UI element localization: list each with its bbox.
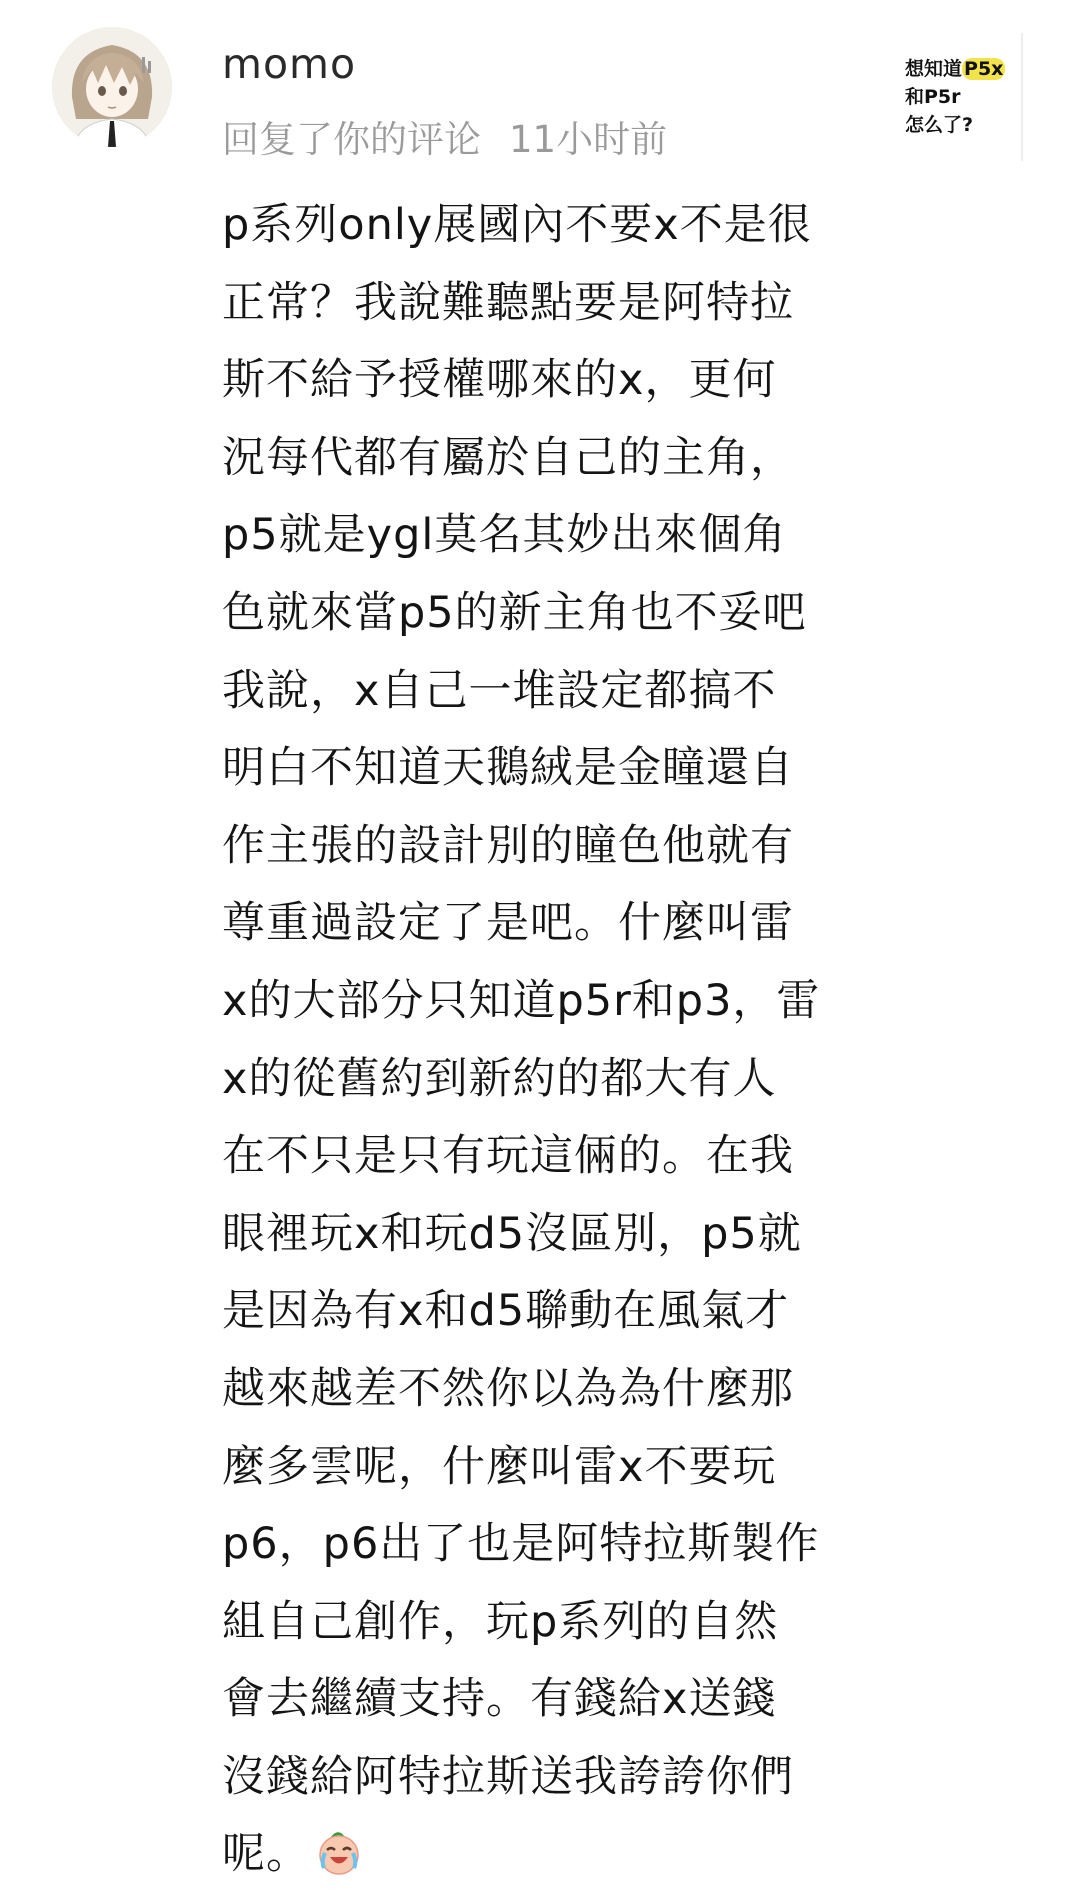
avatar-illustration [52, 27, 172, 147]
comment-line: p5就是ygl莫名其妙出來個角 [222, 510, 787, 561]
comment-last-line: 呢。 [222, 1816, 862, 1894]
ref-card-line-1: 想知道 P5x [905, 58, 1004, 80]
comment-line: 正常？我說難聽點要是阿特拉 [222, 277, 794, 328]
comment-line: x的大部分只知道p5r和p3，雷 [222, 975, 821, 1026]
comment-line: 是因為有x和d5聯動在風氣才 [222, 1286, 790, 1337]
ref-card-line-3: 怎么了? [905, 114, 974, 136]
comment-line: 色就來當p5的新主角也不妥吧 [222, 587, 807, 638]
comment-line: p6，p6出了也是阿特拉斯製作 [222, 1519, 820, 1570]
comment-line: 組自己創作，玩p系列的自然 [222, 1596, 779, 1647]
comment-line: 眼裡玩x和玩d5沒區別，p5就 [222, 1208, 802, 1259]
comment-line: 明白不知道天鵝絨是金瞳還自 [222, 743, 794, 794]
comment-body [222, 187, 862, 1894]
comment-line: 會去繼續支持。有錢給x送錢 [222, 1674, 777, 1725]
comment-line: 麼多雲呢，什麼叫雷x不要玩 [222, 1441, 777, 1492]
referenced-comment-card[interactable] [893, 33, 1023, 161]
avatar[interactable] [52, 27, 172, 147]
ref-card-highlight: P5x [964, 58, 1004, 80]
timestamp: 11小时前 [509, 118, 668, 161]
comment-line: x的從舊約到新約的都大有人 [222, 1053, 777, 1104]
comment-line: p系列only展國內不要x不是很 [222, 200, 812, 250]
ref-card-line-2: 和P5r [905, 86, 961, 108]
comment-line: 沒錢給阿特拉斯送我誇誇你們 [222, 1751, 794, 1802]
comment-line: 越來越差不然你以為為什麼那 [222, 1363, 794, 1414]
comment-line: 況每代都有屬於自己的主角， [222, 432, 794, 483]
crying-laughing-emoji-icon [316, 1824, 362, 1902]
comment-line: 斯不給予授權哪來的x，更何 [222, 355, 777, 406]
comment-line: 我說，x自己一堆設定都搞不 [222, 665, 777, 716]
comment-line: 尊重過設定了是吧。什麼叫雷 [222, 898, 794, 949]
username[interactable]: momo [222, 40, 357, 88]
comment-meta [222, 114, 667, 166]
comment-line: 在不只是只有玩這倆的。在我 [222, 1131, 794, 1182]
comment-line: 作主張的設計別的瞳色他就有 [222, 820, 794, 871]
reply-action-text: 回复了你的评论 [222, 118, 481, 161]
